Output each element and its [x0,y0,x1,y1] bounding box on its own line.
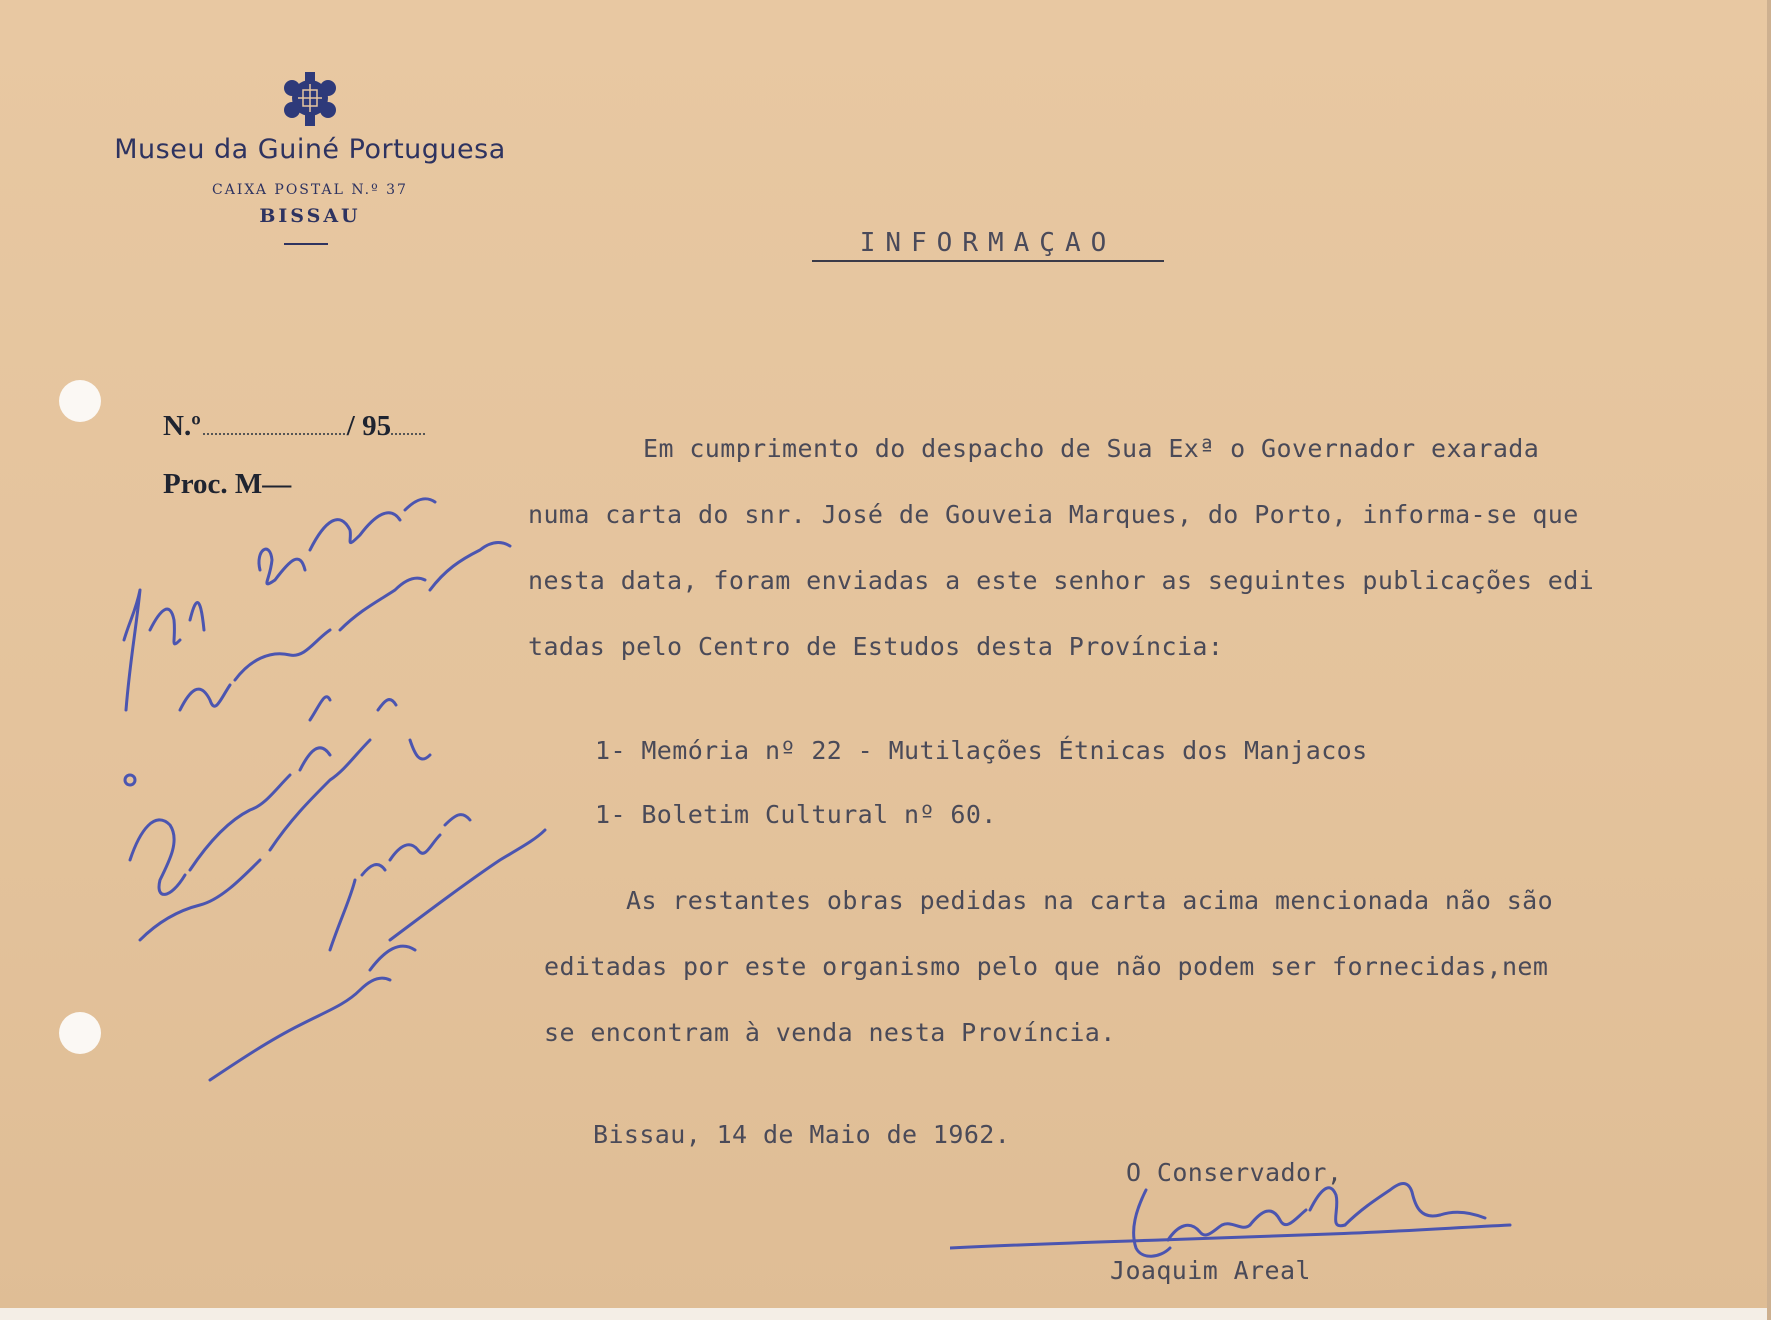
letterhead-name: Museu da Guiné Portuguesa [114,134,506,165]
reference-number-dots-end [391,433,425,435]
letterhead-postal: CAIXA POSTAL N.º 37 [212,182,408,198]
reference-proc: Proc. M— [163,468,292,500]
handwritten-annotation [100,480,560,1100]
body-para2-line2: editadas por este organismo pelo que não podem ser fornecidas,nem [544,952,1549,981]
document-title: INFORMAÇAO [812,228,1164,262]
punch-hole-bottom [59,1012,101,1054]
date-line: Bissau, 14 de Maio de 1962. [593,1120,1011,1149]
signature [950,1170,1530,1270]
letterhead-city: BISSAU [259,205,361,227]
body-para2-line3: se encontram à venda nesta Província. [544,1018,1116,1047]
publication-list-item: 1- Boletim Cultural nº 60. [595,800,997,829]
museum-emblem-icon [272,68,348,128]
signoff-role: O Conservador, [1126,1158,1343,1187]
body-para1-line2: numa carta do snr. José de Gouveia Marques, do Porto, informa-se que [528,500,1579,529]
reference-number [163,410,425,443]
reference-number-suffix: / 95 [346,410,392,442]
publication-list-item: 1- Memória nº 22 - Mutilações Étnicas dos Manjacos [595,736,1368,765]
body-para1-line4: tadas pelo Centro de Estudos desta Província: [528,632,1224,661]
body-para1-line1: Em cumprimento do despacho de Sua Exª o Governador exarada [643,434,1540,463]
signoff-name: Joaquim Areal [1110,1256,1311,1285]
reference-number-label: N.º [163,410,201,442]
page-right-edge [1767,0,1771,1320]
page-bottom-edge [0,1308,1771,1320]
body-para1-line3: nesta data, foram enviadas a este senhor as seguintes publicações edi [528,566,1595,595]
letterhead-rule [284,243,328,245]
body-para2-line1: As restantes obras pedidas na carta acima mencionada não são [626,886,1554,915]
punch-hole-top [59,380,101,422]
reference-number-dots [203,433,345,435]
